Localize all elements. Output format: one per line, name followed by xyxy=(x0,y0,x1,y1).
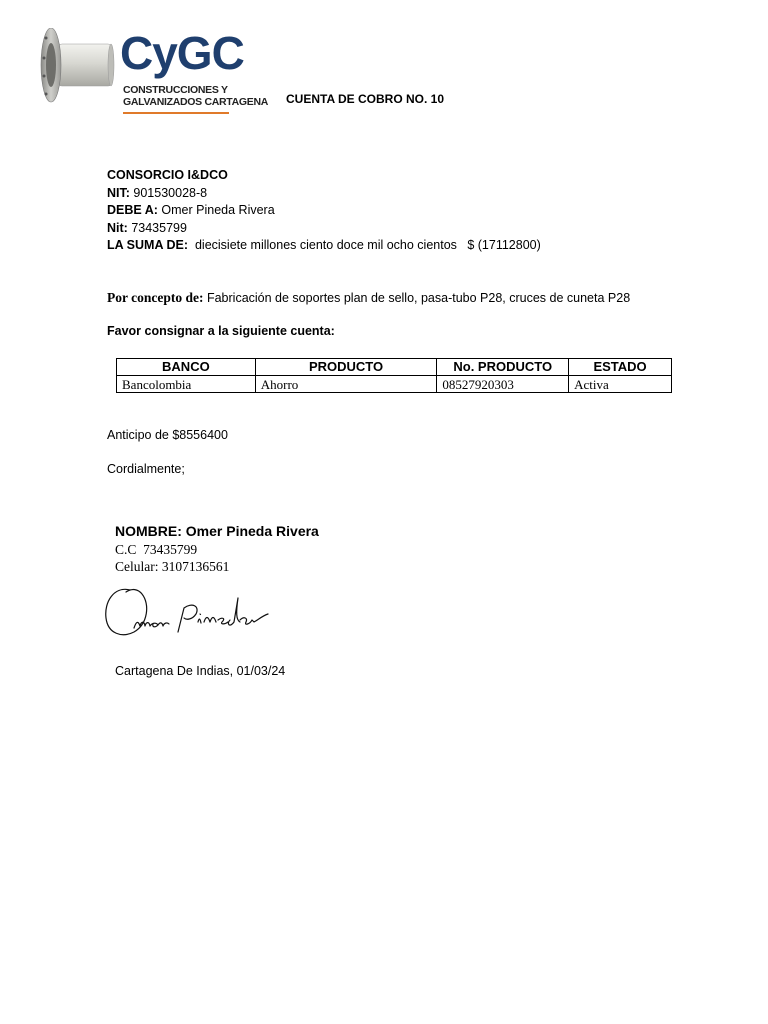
nit2-label: Nit: xyxy=(107,220,128,235)
debe-label: DEBE A: xyxy=(107,203,158,218)
table-header-row xyxy=(117,359,672,376)
document-title: CUENTA DE COBRO NO. 10 xyxy=(286,92,445,106)
cell-no-producto: 08527920303 xyxy=(437,376,569,393)
table-row xyxy=(117,376,672,393)
suma-label: LA SUMA DE: xyxy=(107,238,189,253)
suma-value: diecisiete millones ciento doce mil ocho cientos $ (17112800) xyxy=(194,238,541,253)
cell-banco: Bancolombia xyxy=(117,376,256,393)
client-name-value: CONSORCIO I&DCO xyxy=(107,168,228,182)
signature-image xyxy=(100,584,275,644)
header-banco: BANCO xyxy=(117,359,256,376)
signer-name: NOMBRE: Omer Pineda Rivera xyxy=(115,523,319,539)
debe-value: Omer Pineda Rivera xyxy=(161,203,275,218)
logo-subtitle-line2: GALVANIZADOS CARTAGENA xyxy=(123,96,269,108)
debe-line xyxy=(107,202,275,220)
cell-estado: Activa xyxy=(569,376,672,393)
nit2-value: 73435799 xyxy=(131,220,187,235)
header-estado: ESTADO xyxy=(569,359,672,376)
anticipo-text: Anticipo de $8556400 xyxy=(107,428,228,442)
concept-value: Fabricación de soportes plan de sello, pasa-tubo P28, cruces de cuneta P28 xyxy=(206,291,631,305)
nit-value: 901530028-8 xyxy=(133,185,208,200)
bank-table xyxy=(116,358,672,393)
company-logo xyxy=(40,27,269,118)
pipe-flange-icon xyxy=(40,28,120,108)
nit-line xyxy=(107,185,207,203)
logo-subtitle-line1: CONSTRUCCIONES Y xyxy=(123,84,228,96)
signer-phone: Celular: 3107136561 xyxy=(115,559,230,574)
favor-text: Favor consignar a la siguiente cuenta: xyxy=(107,324,335,338)
header-producto: PRODUCTO xyxy=(255,359,437,376)
cell-producto: Ahorro xyxy=(255,376,437,393)
logo-underline xyxy=(123,112,229,114)
concept-label: Por concepto de: xyxy=(107,290,204,305)
client-name xyxy=(107,167,228,185)
suma-line xyxy=(107,237,541,255)
logo-brand-text: CyGC xyxy=(120,27,244,79)
signer-cc: C.C 73435799 xyxy=(115,542,198,557)
place-date: Cartagena De Indias, 01/03/24 xyxy=(115,664,286,678)
closing-text: Cordialmente; xyxy=(107,462,185,476)
header-no-producto: No. PRODUCTO xyxy=(437,359,569,376)
nit2-line xyxy=(107,220,187,238)
concept-line xyxy=(107,290,630,306)
nit-label: NIT: xyxy=(107,185,130,200)
